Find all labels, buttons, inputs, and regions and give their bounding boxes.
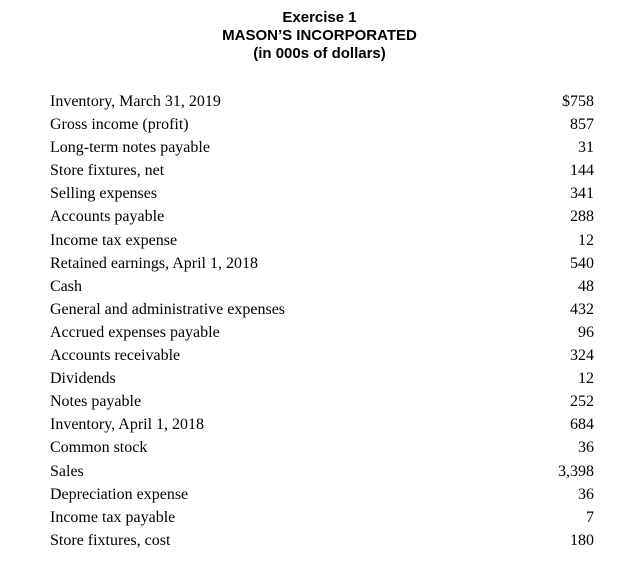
exercise-title: Exercise 1 bbox=[282, 9, 357, 26]
account-value: 36 bbox=[578, 439, 594, 457]
table-row bbox=[50, 529, 594, 552]
account-label: Accrued expenses payable bbox=[50, 323, 220, 341]
account-value: 684 bbox=[570, 416, 594, 434]
account-label: Inventory, March 31, 2019 bbox=[50, 93, 221, 110]
account-value: 857 bbox=[570, 116, 594, 134]
table-row bbox=[50, 506, 594, 529]
table-row bbox=[50, 298, 594, 321]
account-value: 12 bbox=[578, 370, 594, 388]
account-label: Common stock bbox=[50, 439, 148, 457]
account-value: 3,398 bbox=[558, 462, 594, 480]
table-row bbox=[50, 159, 594, 182]
account-value: 324 bbox=[570, 347, 594, 365]
table-row bbox=[50, 483, 594, 506]
account-label: Sales bbox=[50, 462, 84, 480]
account-value: 31 bbox=[578, 139, 594, 157]
account-value: 12 bbox=[578, 231, 594, 249]
account-label: Cash bbox=[50, 277, 82, 295]
account-value: 144 bbox=[570, 162, 594, 180]
account-value: 36 bbox=[578, 485, 594, 503]
document-header bbox=[0, 9, 639, 63]
account-label: Selling expenses bbox=[50, 185, 158, 203]
account-label: Accounts receivable bbox=[50, 347, 181, 365]
account-label: Retained earnings, April 1, 2018 bbox=[50, 254, 258, 272]
table-row bbox=[50, 460, 594, 483]
account-label: Accounts payable bbox=[50, 208, 165, 226]
account-label: Notes payable bbox=[50, 393, 142, 411]
account-value: $758 bbox=[562, 93, 594, 110]
account-value: 96 bbox=[578, 323, 594, 341]
account-label: Store fixtures, cost bbox=[50, 531, 171, 549]
table-row bbox=[50, 367, 594, 390]
account-label: General and administrative expenses bbox=[50, 300, 286, 318]
account-value: 7 bbox=[586, 508, 594, 526]
account-value: 341 bbox=[570, 185, 594, 203]
units-note: (in 000s of dollars) bbox=[253, 45, 386, 62]
table-row bbox=[50, 90, 594, 113]
account-value: 540 bbox=[570, 254, 594, 272]
account-label: Income tax expense bbox=[50, 231, 178, 249]
account-label: Dividends bbox=[50, 370, 116, 388]
table-row bbox=[50, 436, 594, 459]
table-row bbox=[50, 344, 594, 367]
table-row bbox=[50, 252, 594, 275]
table-row bbox=[50, 205, 594, 228]
table-row bbox=[50, 413, 594, 436]
account-value: 48 bbox=[578, 277, 594, 295]
table-row bbox=[50, 275, 594, 298]
table-row bbox=[50, 136, 594, 159]
table-row bbox=[50, 321, 594, 344]
account-label: Depreciation expense bbox=[50, 485, 189, 503]
account-value: 288 bbox=[570, 208, 594, 226]
table-row bbox=[50, 229, 594, 252]
account-label: Gross income (profit) bbox=[50, 116, 189, 134]
account-label: Income tax payable bbox=[50, 508, 176, 526]
account-label: Store fixtures, net bbox=[50, 162, 165, 180]
table-row bbox=[50, 182, 594, 205]
account-value: 180 bbox=[570, 531, 594, 549]
company-name: MASON’S INCORPORATED bbox=[222, 27, 417, 44]
account-label: Inventory, April 1, 2018 bbox=[50, 416, 205, 434]
account-label: Long-term notes payable bbox=[50, 139, 210, 157]
table-row bbox=[50, 390, 594, 413]
account-balances-table bbox=[50, 90, 594, 552]
table-row bbox=[50, 113, 594, 136]
account-value: 432 bbox=[570, 300, 594, 318]
account-value: 252 bbox=[570, 393, 594, 411]
